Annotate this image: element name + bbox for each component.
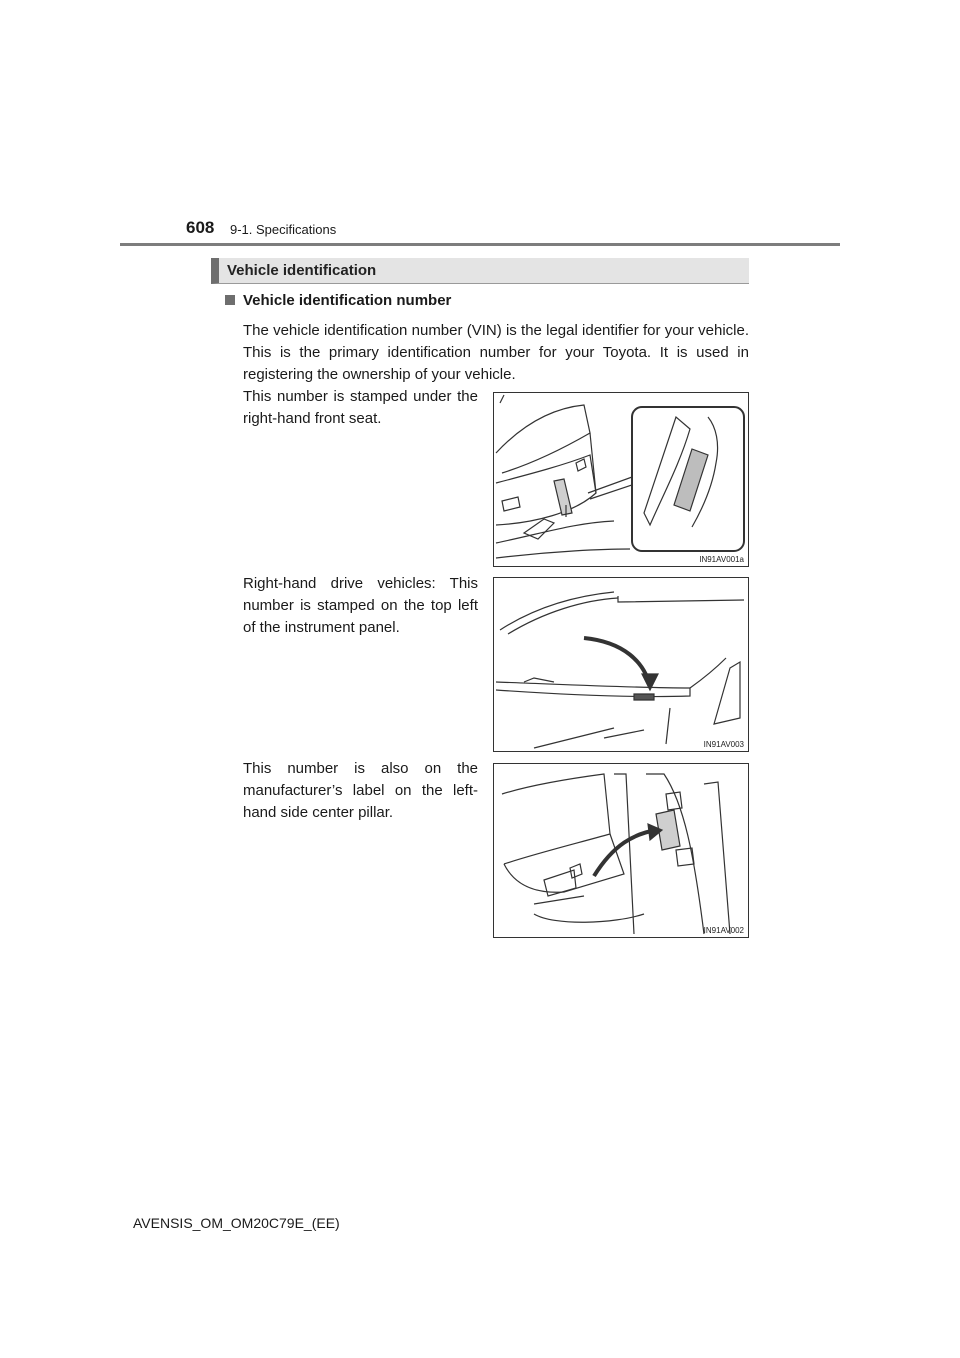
figure-code: IN91AV002 bbox=[703, 926, 744, 935]
section-heading-bar bbox=[211, 258, 749, 284]
subsection-heading bbox=[225, 292, 451, 309]
page-number: 608 bbox=[186, 218, 215, 237]
figure-code: IN91AV001a bbox=[699, 555, 744, 564]
figure-instrument-panel bbox=[493, 577, 749, 752]
document-code: AVENSIS_OM_OM20C79E_(EE) bbox=[133, 1215, 340, 1231]
square-bullet-icon bbox=[225, 295, 235, 305]
figure-center-pillar bbox=[493, 763, 749, 938]
center-pillar-illustration bbox=[494, 764, 748, 937]
location-text-center-pillar: This number is also on the manufacturer’s label on the left-hand side center pillar. bbox=[243, 760, 478, 821]
subsection-title: Vehicle identification number bbox=[243, 292, 452, 309]
section-title: Vehicle identification bbox=[227, 262, 377, 279]
location-text-instrument-panel: Right-hand drive vehicles: This number is stamped on the top left of the instrument panel. bbox=[243, 575, 478, 636]
figure-under-front-seat bbox=[493, 392, 749, 567]
front-seat-illustration bbox=[494, 393, 748, 566]
instrument-panel-illustration bbox=[494, 578, 748, 751]
header-rule bbox=[120, 243, 840, 246]
intro-paragraph: The vehicle identification number (VIN) is the legal identifier for your vehicle. This is the primary identification number for your Toyota. It is used in registering the ownership of your vehicle. bbox=[243, 322, 749, 383]
chapter-title: 9-1. Specifications bbox=[230, 222, 337, 237]
figure-code: IN91AV003 bbox=[703, 740, 744, 749]
location-text-seat: This number is stamped under the right-hand front seat. bbox=[243, 388, 478, 427]
